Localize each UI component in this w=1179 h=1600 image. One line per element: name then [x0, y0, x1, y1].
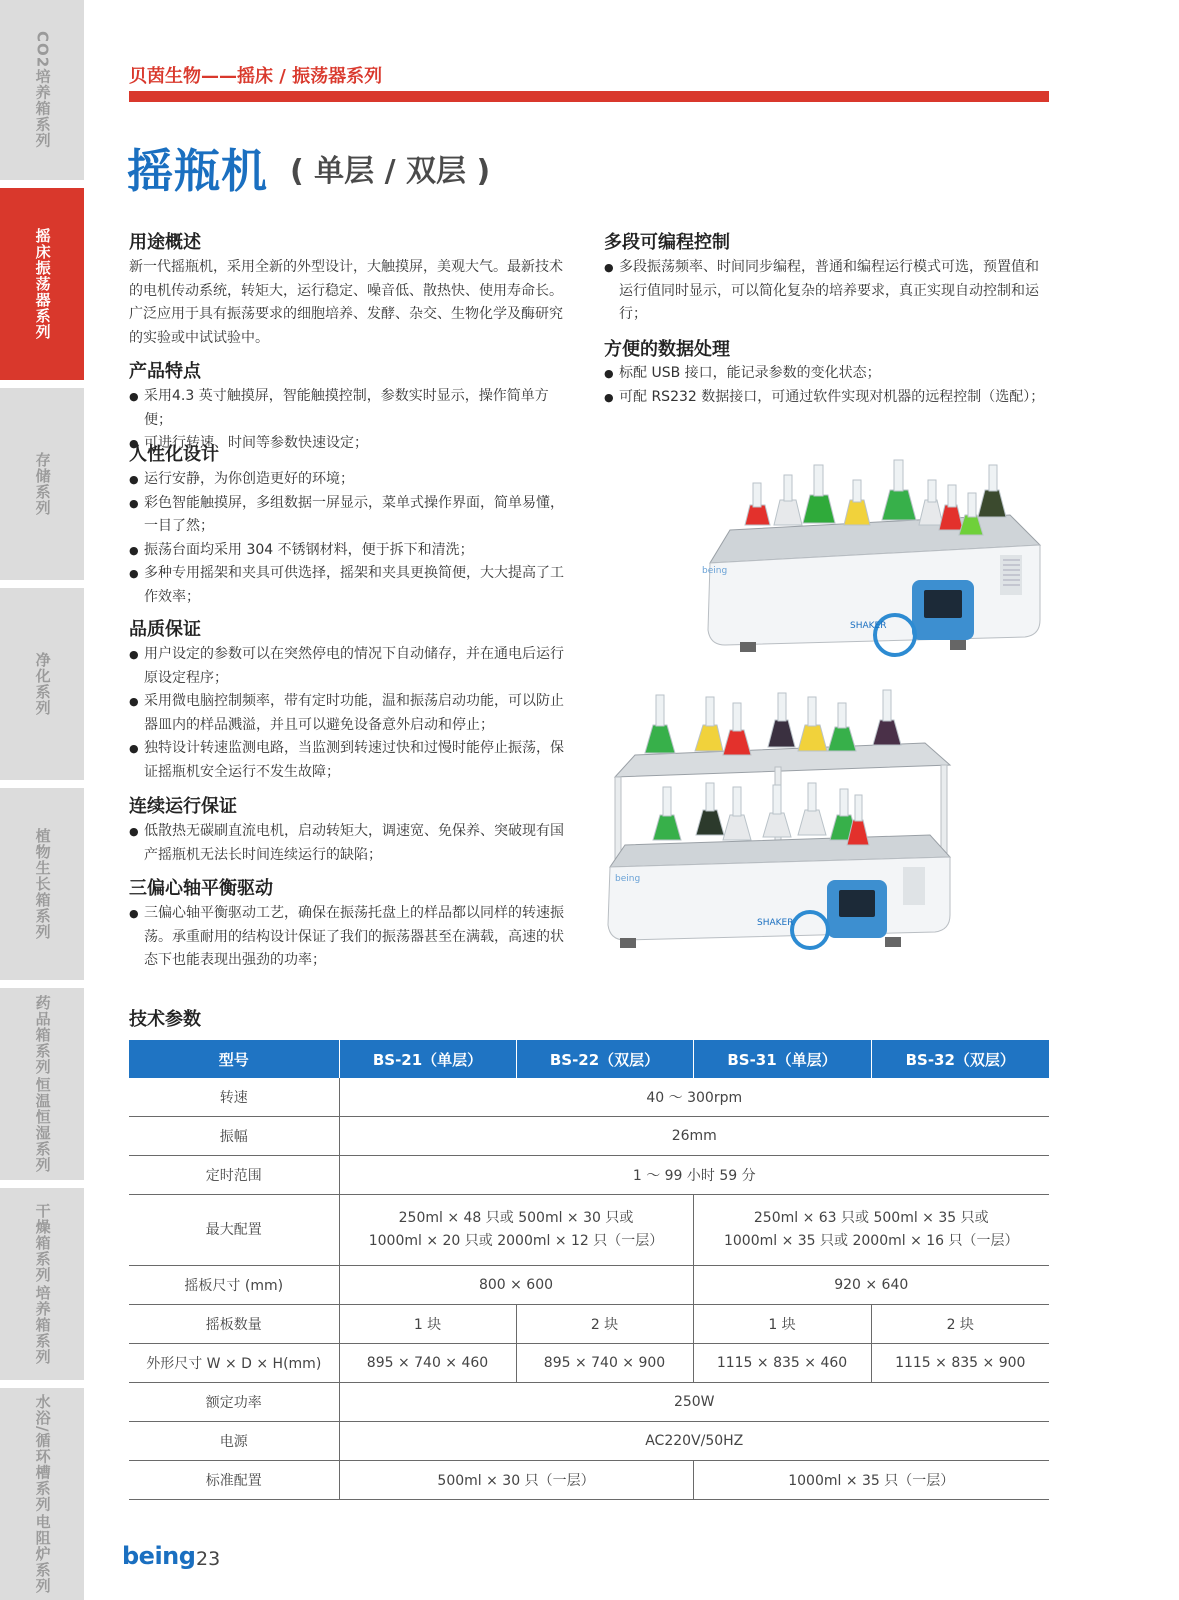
cell: 895 × 740 × 460 — [339, 1344, 516, 1383]
quality-heading: 品质保证 — [129, 619, 201, 640]
page-subtitle: ( 单层 / 双层 ) — [290, 154, 491, 189]
features-heading: 产品特点 — [129, 361, 201, 382]
continuous-heading: 连续运行保证 — [129, 796, 237, 817]
cell: 895 × 740 × 900 — [516, 1344, 693, 1383]
row-label: 转速 — [129, 1078, 339, 1117]
sidebar-tab-furnace[interactable] — [0, 1388, 84, 1600]
table-header-row — [129, 1040, 1049, 1078]
table-row — [129, 1195, 1049, 1266]
humanized-list — [129, 468, 569, 609]
sidebar-tab-label-group — [33, 1203, 50, 1365]
cell: AC220V/50HZ — [339, 1422, 1049, 1461]
list-item: ● 采用微电脑控制频率，带有定时功能，温和振荡启动功能，可以防止器皿内的样品溅溢，并且可以避免设备意外启动和停止； — [129, 690, 569, 737]
model-label: SHAKER — [850, 621, 887, 631]
programmable-heading: 多段可编程控制 — [604, 232, 730, 253]
cell: 920 × 640 — [693, 1266, 1049, 1305]
list-item: ● 可配 RS232 数据接口，可通过软件实现对机器的远程控制（选配）； — [604, 386, 1049, 410]
list-item: ● 三偏心轴平衡驱动工艺，确保在振荡托盘上的样品都以同样的转速振荡。承重耐用的结构设计保证了我们的振荡器甚至在满载，高速的状态下也能表现出强劲的功率； — [129, 902, 569, 973]
header-divider — [129, 91, 1049, 102]
single-layer-shaker-image — [680, 445, 1050, 675]
cell: 2 块 — [871, 1305, 1049, 1344]
sidebar-tab-label: 净化系列 — [33, 652, 52, 716]
row-label: 外形尺寸 W × D × H(mm) — [129, 1344, 339, 1383]
data-heading: 方便的数据处理 — [604, 339, 730, 360]
cell — [339, 1195, 693, 1266]
sidebar-tab-purification[interactable] — [0, 588, 84, 780]
row-label: 标准配置 — [129, 1461, 339, 1500]
sidebar-tab-label: 植物生长箱系列 — [33, 828, 52, 940]
sidebar-tab-label: 干燥箱系列 — [33, 1203, 52, 1283]
continuous-list — [129, 820, 569, 867]
column-header: BS-21（单层） — [339, 1040, 516, 1078]
cell — [693, 1195, 1049, 1266]
row-label: 振幅 — [129, 1117, 339, 1156]
list-item: ● 多段振荡频率、时间同步编程，普通和编程运行模式可选，预置值和运行值同时显示，可以简化复杂的培养要求，真正实现自动控制和运行； — [604, 256, 1049, 327]
sidebar-tab-label: 电阻炉系列 — [33, 1514, 52, 1595]
row-label: 摇板尺寸 (mm) — [129, 1266, 339, 1305]
sidebar-tab-label: 培养箱系列 — [33, 1285, 52, 1365]
sidebar-tab-plant[interactable] — [0, 788, 84, 980]
table-row — [129, 1305, 1049, 1344]
list-item: ● 低散热无碳刷直流电机，启动转矩大，调速宽、免保养、突破现有国产摇瓶机无法长时间连续运行的缺陷； — [129, 820, 569, 867]
sidebar-tab-incubator[interactable] — [0, 1188, 84, 1380]
row-label: 摇板数量 — [129, 1305, 339, 1344]
table-row — [129, 1422, 1049, 1461]
cell: 250W — [339, 1383, 1049, 1422]
cell: 40 ～ 300rpm — [339, 1078, 1049, 1117]
drive-list — [129, 902, 569, 973]
page-title: 摇瓶机 — [127, 144, 268, 198]
row-label: 电源 — [129, 1422, 339, 1461]
cell: 1 ～ 99 小时 59 分 — [339, 1156, 1049, 1195]
sidebar-tab-label: 水浴/循环槽系列 — [33, 1393, 52, 1513]
brand-label: being — [615, 874, 641, 884]
sidebar-tab-humidity[interactable] — [0, 988, 84, 1180]
list-item: ● 用户设定的参数可以在突然停电的情况下自动储存，并在通电后运行原设定程序； — [129, 643, 569, 690]
sidebar-tab-label-group — [33, 1394, 50, 1594]
sidebar-tab-shaker[interactable] — [0, 188, 84, 380]
list-item: ● 独特设计转速监测电路，当监测到转速过快和过慢时能停止振荡，保证摇瓶机安全运行不发生故障； — [129, 737, 569, 784]
series-title: 贝茵生物——摇床 / 振荡器系列 — [129, 66, 383, 87]
cell: 800 × 600 — [339, 1266, 693, 1305]
sidebar-tab-co2[interactable] — [0, 0, 84, 180]
sidebar-tab-label: 药品箱系列 — [33, 995, 52, 1075]
sidebar-tab-label-group — [33, 995, 50, 1173]
table-row — [129, 1078, 1049, 1117]
table-row — [129, 1266, 1049, 1305]
table-row — [129, 1156, 1049, 1195]
table-row — [129, 1344, 1049, 1383]
column-header: BS-31（单层） — [693, 1040, 871, 1078]
table-row — [129, 1461, 1049, 1500]
list-item: ● 彩色智能触摸屏，多组数据一屏显示，菜单式操作界面，简单易懂，一目了然； — [129, 492, 569, 539]
model-label: SHAKER — [757, 918, 794, 928]
row-label: 额定功率 — [129, 1383, 339, 1422]
cell: 26mm — [339, 1117, 1049, 1156]
cell: 1000ml × 35 只（一层） — [693, 1461, 1049, 1500]
spec-heading: 技术参数 — [129, 1009, 201, 1030]
list-item: ● 运行安静，为你创造更好的环境； — [129, 468, 569, 492]
humanized-heading: 人性化设计 — [129, 444, 219, 465]
table-row — [129, 1383, 1049, 1422]
row-label: 最大配置 — [129, 1195, 339, 1266]
sidebar-tab-label: 存储系列 — [33, 452, 52, 516]
cell: 1 块 — [339, 1305, 516, 1344]
cell: 1115 × 835 × 900 — [871, 1344, 1049, 1383]
sidebar-tab-storage[interactable] — [0, 388, 84, 580]
list-item: ● 可进行转速、时间等参数快速设定； — [129, 432, 569, 456]
cell: 2 块 — [516, 1305, 693, 1344]
usage-text: 新一代摇瓶机，采用全新的外型设计，大触摸屏，美观大气。最新技术的电机传动系统，转矩大，运行稳定、噪音低、散热快、使用寿命长。广泛应用于具有振荡要求的细胞培养、发酵、杂交、生物化学及酶研究的实验或中试试验中。 — [129, 259, 563, 346]
cell-line: 1000ml × 20 只或 2000ml × 12 只（一层） — [368, 1233, 664, 1249]
page-number: 23 — [196, 1548, 221, 1570]
cell-line: 250ml × 48 只或 500ml × 30 只或 — [398, 1210, 634, 1226]
footer-logo: being — [122, 1542, 196, 1570]
cell-line: 1000ml × 35 只或 2000ml × 16 只（一层） — [723, 1233, 1019, 1249]
sidebar-tab-label: 恒温恒湿系列 — [33, 1077, 52, 1173]
list-item: ● 振荡台面均采用 304 不锈钢材料，便于拆下和清洗； — [129, 539, 569, 563]
list-item: ● 采用4.3 英寸触摸屏，智能触摸控制，参数实时显示，操作简单方便； — [129, 385, 569, 432]
programmable-list — [604, 256, 1049, 327]
usage-heading: 用途概述 — [129, 232, 201, 253]
cell: 1115 × 835 × 460 — [693, 1344, 871, 1383]
column-header: BS-32（双层） — [871, 1040, 1049, 1078]
list-item: ● 多种专用摇架和夹具可供选择，摇架和夹具更换简便，大大提高了工作效率； — [129, 562, 569, 609]
double-layer-shaker-image — [605, 685, 955, 975]
column-header: 型号 — [129, 1040, 339, 1078]
cell: 500ml × 30 只（一层） — [339, 1461, 693, 1500]
table-row — [129, 1117, 1049, 1156]
list-item: ● 标配 USB 接口，能记录参数的变化状态； — [604, 362, 1049, 386]
spec-table — [129, 1040, 1049, 1500]
sidebar-tab-label: CO2培养箱系列 — [33, 31, 52, 149]
sidebar-tab-label: 摇床振荡器系列 — [33, 228, 52, 340]
column-header: BS-22（双层） — [516, 1040, 693, 1078]
data-list — [604, 362, 1049, 409]
cell-line: 250ml × 63 只或 500ml × 35 只或 — [753, 1210, 989, 1226]
row-label: 定时范围 — [129, 1156, 339, 1195]
quality-list — [129, 643, 569, 784]
cell: 1 块 — [693, 1305, 871, 1344]
brand-label: being — [702, 566, 728, 576]
drive-heading: 三偏心轴平衡驱动 — [129, 878, 273, 899]
sidebar — [0, 0, 84, 1600]
